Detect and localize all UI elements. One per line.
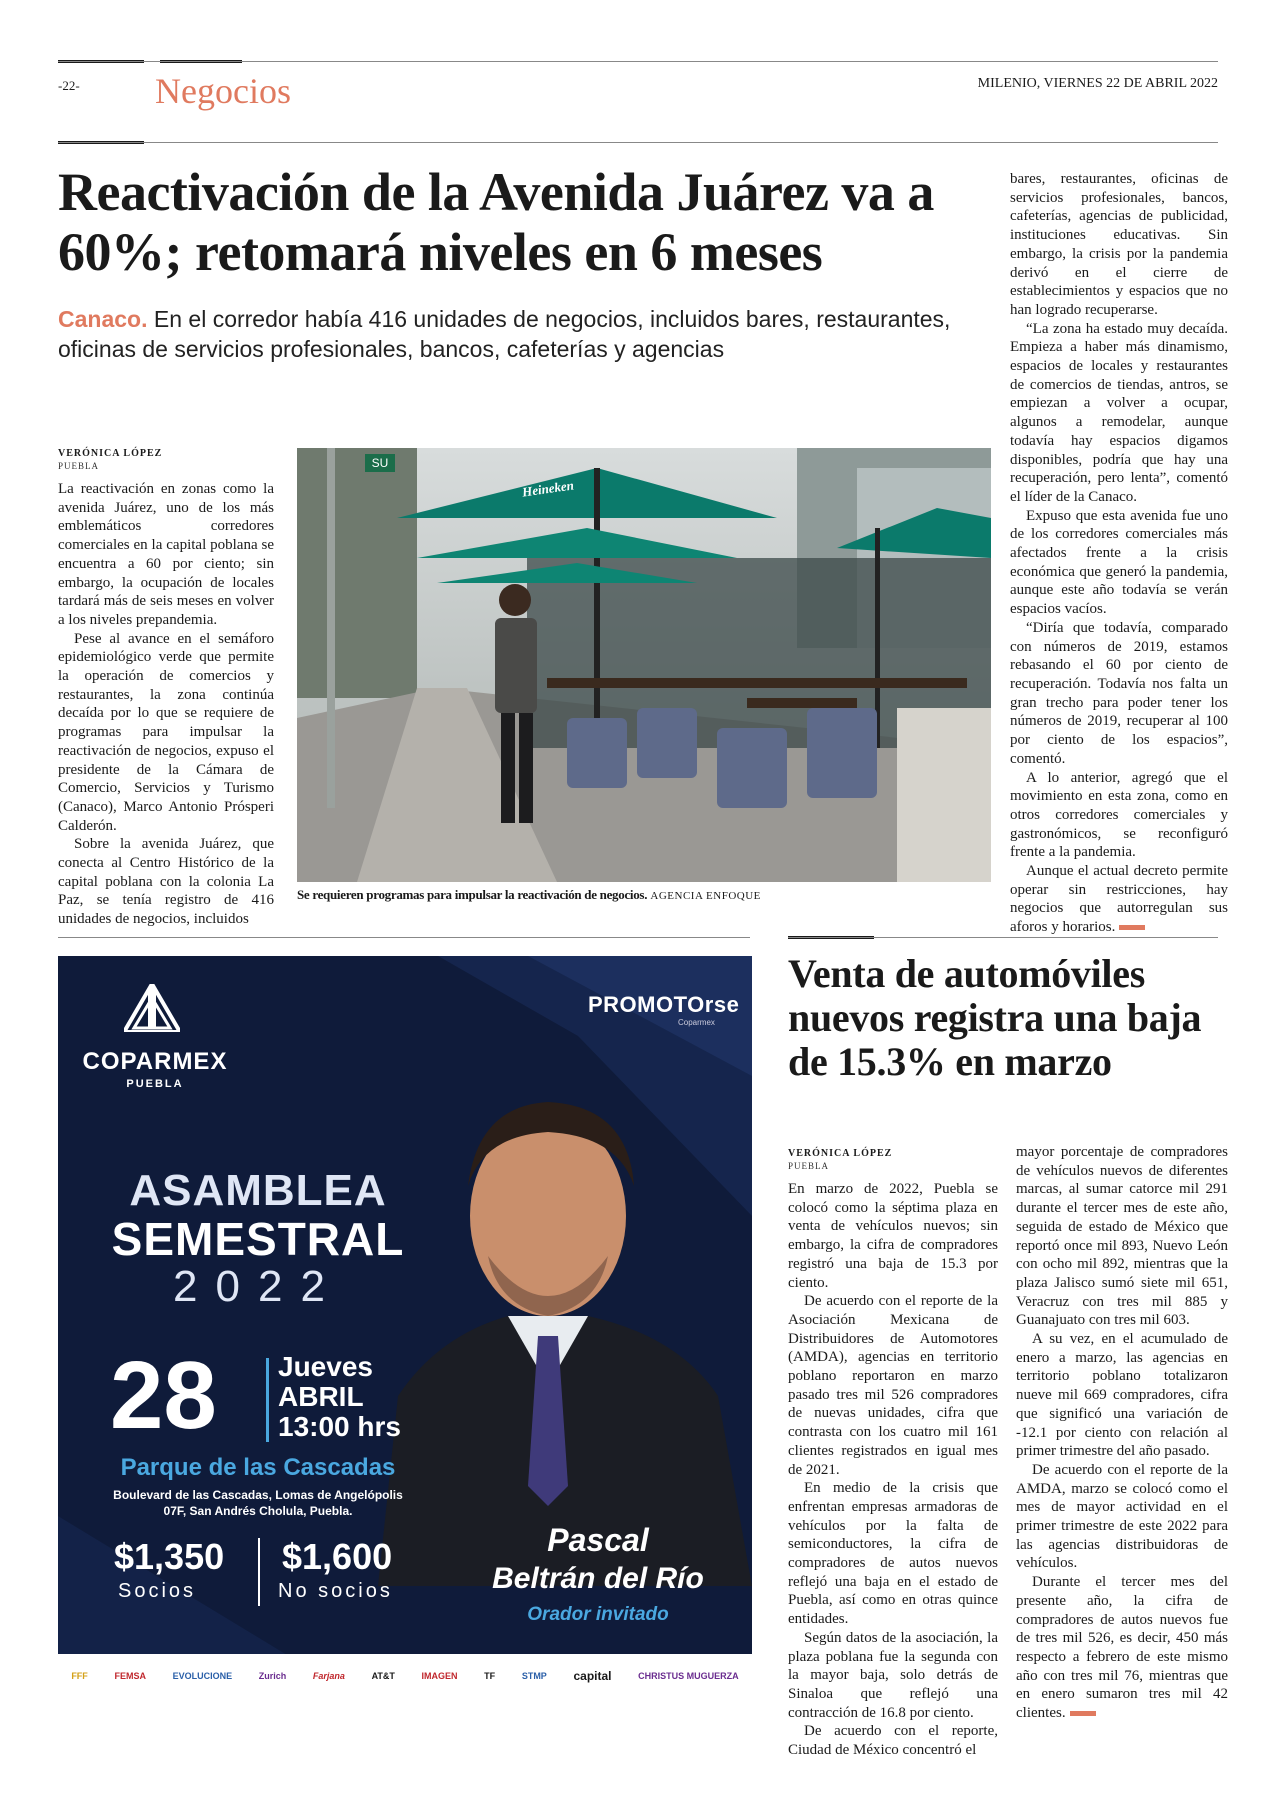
ad-weekday: Jueves [278, 1351, 373, 1382]
page-number: -22- [58, 78, 80, 93]
paragraph: bares, restaurantes, oficinas de servicios profesionales, bancos, cafeterías, agencias de publicidad, instituciones educativas. Sin embargo, la crisis por la pandemia derivó en el cierre de establecimientos y espacios que no han logrado recuperarse. [1010, 171, 1228, 318]
article2-author: VERÓNICA LÓPEZ [788, 1148, 893, 1159]
end-mark [1119, 925, 1145, 930]
sponsor-logo: Zurich [258, 1671, 287, 1681]
paragraph [1016, 1573, 1228, 1723]
paragraph: mayor porcentaje de compradores de vehículos nuevos de diferentes marcas, al sumar catorce mil 291 durante el tercer mes de este año, seguida de estado de México que reportó once mil 893, Nuevo León con ocho mil 892, mientras que la plaza Jalisco sumó siete mil 651, Veracruz con tres mil 885 y Guanajuato con tres mil 603. [1016, 1144, 1228, 1329]
dateline: MILENIO, VIERNES 22 DE ABRIL 2022 [977, 76, 1218, 91]
ad-month: ABRIL [278, 1381, 364, 1412]
ad-date-divider [266, 1358, 269, 1442]
ad-price-nonmembers: $1,600 [282, 1536, 393, 1577]
ad-price-members: $1,350 [114, 1536, 225, 1577]
sponsor-logo: capital [573, 1669, 612, 1683]
sponsor-logo: IMAGEN [421, 1671, 458, 1681]
ad-price-members-label: Socios [118, 1580, 197, 1602]
paragraph-text: Aunque el actual decreto permite operar sin restricciones, hay negocios que autorregulan sus aforos y horarios. [1010, 863, 1228, 936]
paragraph: “Diría que todavía, comparado con números de 2019, estamos rebasando el 60 por ciento de recuperación. Todavía nos falta un gran trecho para poder tener los números de 2019, recuperar al 100 por ciento de los espacios”, comentó. [1010, 619, 1228, 767]
article1-deck-text: En el corredor había 416 unidades de negocios, incluidos bares, restaurantes, oficinas de servicios profesionales, bancos, cafeterías y agencias [58, 306, 951, 362]
sponsor-logo: Farjana [312, 1671, 345, 1681]
ad-title-2: SEMESTRAL [111, 1213, 405, 1265]
sponsor-logo: AT&T [371, 1671, 395, 1681]
paragraph: “La zona ha estado muy decaída. Empieza a haber más dinamismo, espacios de locales y restaurantes de comercios de tiendas, antros, se empiezan a volver a ocupar, algunos a remodelar, aunque todavía hay espacios digamos disponibles, podría que hay una recuperación, pero lenta”, comentó el líder de la Canaco. [1010, 320, 1228, 505]
article2-city: PUEBLA [788, 1161, 830, 1171]
header-top-rule [58, 61, 1218, 62]
paragraph: A su vez, en el acumulado de enero a marzo, las agencias en territorio poblano totalizaron nueve mil 669 compradores, cifra que significó una variación de -12.1 por ciento con relación al primer trimestre del año pasado. [1016, 1331, 1228, 1460]
article2-column-1 [788, 1180, 998, 1760]
ad-partner-logo: PROMOTOrse [588, 992, 740, 1017]
paragraph: La reactivación en zonas como la avenida Juárez, uno de los más emblemáticos corredores comerciales en la capital poblana se encuentra a 60 por ciento; sin embargo, la ocupación de locales tardará más de seis meses en volver a los niveles prepandemia. [58, 481, 274, 628]
paragraph: A lo anterior, agregó que el movimiento en esta zona, como en otros corredores comerciales y gastronómicos, se reconfiguró frente a la pandemia. [1010, 769, 1228, 861]
photo-credit: AGENCIA ENFOQUE [650, 890, 761, 902]
ad-org-sub: PUEBLA [126, 1078, 184, 1090]
street-cafe-photo [297, 448, 991, 882]
ad-speaker-last: Beltrán del Río [492, 1562, 704, 1595]
ad-address-2: 07F, San Andrés Cholula, Puebla. [163, 1504, 353, 1518]
sponsor-logo: FFF [71, 1671, 88, 1681]
header-bottom-rule [58, 142, 1218, 143]
coparmex-logo-icon [124, 984, 180, 1032]
ad-speaker-role: Orador invitado [527, 1604, 669, 1625]
ad-speaker-first: Pascal [547, 1522, 649, 1558]
article1-headline: Reactivación de la Avenida Juárez va a 60%; retomará niveles en 6 meses [58, 162, 934, 282]
article1-column-1 [58, 480, 274, 929]
photo-caption: Se requieren programas para impulsar la reactivación de negocios. [297, 887, 648, 902]
ad-price-nonmembers-label: No socios [278, 1580, 393, 1602]
article1-author: VERÓNICA LÓPEZ [58, 448, 163, 459]
umbrella-brand: Heineken [521, 477, 575, 500]
paragraph: Expuso que esta avenida fue uno de los corredores comerciales más afectados frente a la crisis económica que generó la pandemia, aunque este año todavía se verán espacios vacíos. [1010, 507, 1228, 618]
paragraph: De acuerdo con el reporte de la AMDA, marzo se colocó como el mes de mayor actividad en el primer trimestre de este 2022 para las agencias distribuidoras de vehículos. [1016, 1461, 1228, 1572]
sponsor-logo: STMP [521, 1671, 547, 1681]
photo-caption-line [297, 887, 997, 903]
ad-time: 13:00 hrs [278, 1411, 401, 1442]
ad-day: 28 [110, 1342, 217, 1449]
ad-sponsors [58, 1654, 752, 1698]
paragraph: En medio de la crisis que enfrentan empresas armadoras de vehículos por la falta de semiconductores, la cifra de compradores de autos nuevos reflejó una baja en el estado de Puebla, así como en otras quince entidades. [788, 1480, 998, 1628]
section-title: Negocios [155, 71, 291, 111]
article1-photo [297, 448, 991, 882]
ad-year: 2022 [173, 1262, 343, 1311]
sponsor-logo: TF [484, 1671, 496, 1681]
ad-top-rule [58, 937, 750, 938]
sponsor-logo: EVOLUCIONE [172, 1671, 233, 1681]
coparmex-ad [58, 956, 752, 1698]
article2-column-2 [1016, 1143, 1228, 1723]
paragraph [1010, 862, 1228, 937]
article1-column-2 [1010, 170, 1228, 937]
article2-headline: Venta de automóviles nuevos registra una baja de 15.3% en marzo [788, 951, 1202, 1084]
paragraph: De acuerdo con el reporte, Ciudad de México concentró el [788, 1723, 998, 1759]
end-mark [1070, 1711, 1096, 1716]
article2-top-rule [788, 937, 1218, 938]
ad-venue: Parque de las Cascadas [120, 1454, 396, 1481]
article1-city: PUEBLA [58, 461, 100, 471]
ad-price-divider [258, 1538, 260, 1606]
paragraph: De acuerdo con el reporte de la Asociación Mexicana de Distribuidores de Automotores (AMDA), agencias en territorio poblano reportaron en marzo pasado tres mil 526 compradores de nuevas unidades, cifra que contrasta con los cuatro mil 161 clientes registrados en igual mes de 2021. [788, 1293, 998, 1478]
ad-address-1: Boulevard de las Cascadas, Lomas de Angelópolis [113, 1488, 403, 1502]
article1-kicker: Canaco. [58, 306, 148, 332]
paragraph: Según datos de la asociación, la plaza poblana fue la segunda con la mayor baja, solo detrás de Sinaloa que reflejó una contracción de 16.8 por ciento. [788, 1629, 998, 1721]
ad-partner-small: Coparmex [678, 1018, 715, 1027]
paragraph: Sobre la avenida Juárez, que conecta al Centro Histórico de la capital poblana con la colonia La Paz, se tenía registro de 416 unidades de negocios, incluidos [58, 836, 274, 928]
sponsor-logo: FEMSA [114, 1671, 146, 1681]
street-sign: SU [365, 454, 395, 472]
ad-title-1: ASAMBLEA [129, 1166, 387, 1215]
paragraph: Pese al avance en el semáforo epidemiológico verde que permite la operación de comercios y restaurantes, la zona continúa decaída por lo que se requiere de programas para impulsar la reactivación de negocios, expuso el presidente de la Cámara de Comercio, Servicios y Turismo (Canaco), Marco Antonio Prósperi Calderón. [58, 630, 274, 834]
article1-deck [58, 304, 998, 364]
ad-org: COPARMEX [82, 1048, 228, 1075]
paragraph: En marzo de 2022, Puebla se colocó como la séptima plaza en venta de vehículos nuevos; sin embargo, la cifra de compradores registró una baja de 15.3 por ciento. [788, 1181, 998, 1291]
paragraph-text: Durante el tercer mes del presente año, la cifra de compradores de autos nuevos fue de tres mil 526, es decir, 450 más respecto a febrero de este mismo año con tres mil 76, mientras que en enero sumaron tres mil 42 clientes. [1016, 1574, 1228, 1722]
sponsor-logo: CHRISTUS MUGUERZA [638, 1671, 739, 1681]
